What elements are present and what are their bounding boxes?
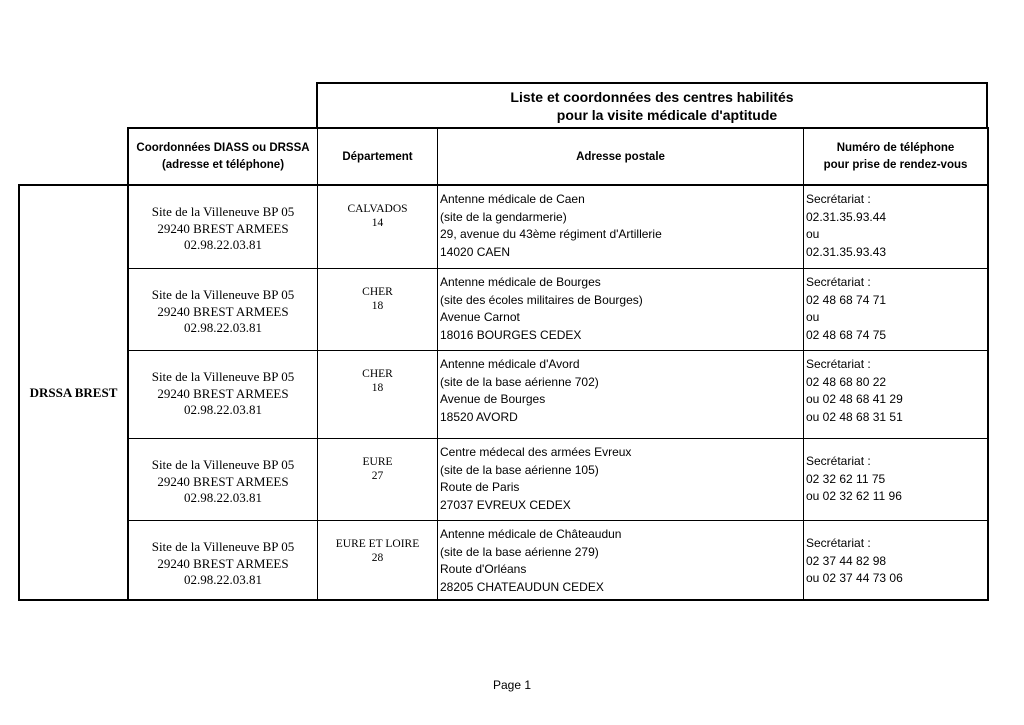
phone-cell: Secrétariat : 02 32 62 11 75 ou 02 32 62 11 96 bbox=[806, 454, 902, 503]
table-header bbox=[127, 127, 989, 185]
table-row bbox=[129, 521, 987, 599]
department-cell: CHER 18 bbox=[318, 351, 438, 438]
department-cell: EURE ET LOIRE 28 bbox=[318, 521, 438, 599]
title-line-1: Liste et coordonnées des centres habilités bbox=[510, 89, 794, 105]
address-cell: Antenne médicale d'Avord (site de la base aérienne 702) Avenue de Bourges 18520 AVORD bbox=[438, 351, 804, 438]
address-cell: Centre médecal des armées Evreux (site de la base aérienne 105) Route de Paris 27037 EVREUX CEDEX bbox=[438, 439, 804, 520]
department-cell: CHER 18 bbox=[318, 269, 438, 350]
phone-cell: Secrétariat : 02 48 68 74 71 ou 02 48 68 74 75 bbox=[806, 275, 887, 342]
coordinates-cell: Site de la Villeneuve BP 05 29240 BREST ARMEES 02.98.22.03.81 bbox=[129, 521, 318, 599]
phone-cell: Secrétariat : 02 48 68 80 22 ou 02 48 68 41 29 ou 02 48 68 31 51 bbox=[806, 357, 903, 424]
header-coordinates-line-1: Coordonnées DIASS ou DRSSA bbox=[136, 142, 310, 154]
header-department: Département bbox=[318, 129, 438, 185]
header-phone bbox=[804, 129, 987, 185]
header-address: Adresse postale bbox=[438, 129, 804, 185]
region-label: DRSSA BREST bbox=[18, 184, 129, 601]
department-cell: CALVADOS 14 bbox=[318, 186, 438, 268]
header-phone-line-2: pour prise de rendez-vous bbox=[823, 159, 968, 171]
header-coordinates bbox=[129, 129, 318, 185]
title-line-2: pour la visite médicale d'aptitude bbox=[556, 107, 778, 123]
table-row bbox=[129, 269, 987, 351]
table-row bbox=[129, 186, 987, 269]
table-row bbox=[129, 439, 987, 521]
department-cell: EURE 27 bbox=[318, 439, 438, 520]
page-number: Page 1 bbox=[492, 678, 532, 692]
header-phone-line-1: Numéro de téléphone bbox=[836, 142, 955, 154]
header-coordinates-line-2: (adresse et téléphone) bbox=[161, 159, 285, 171]
coordinates-cell: Site de la Villeneuve BP 05 29240 BREST ARMEES 02.98.22.03.81 bbox=[129, 186, 318, 268]
table-title bbox=[316, 82, 988, 128]
centers-table bbox=[127, 184, 989, 601]
phone-cell: Secrétariat : 02.31.35.93.44 ou 02.31.35.93.43 bbox=[806, 192, 887, 259]
address-cell: Antenne médicale de Caen (site de la gendarmerie) 29, avenue du 43ème régiment d'Artillerie 14020 CAEN bbox=[438, 186, 804, 268]
coordinates-cell: Site de la Villeneuve BP 05 29240 BREST ARMEES 02.98.22.03.81 bbox=[129, 439, 318, 520]
address-cell: Antenne médicale de Bourges (site des écoles militaires de Bourges) Avenue Carnot 18016 BOURGES CEDEX bbox=[438, 269, 804, 350]
coordinates-cell: Site de la Villeneuve BP 05 29240 BREST ARMEES 02.98.22.03.81 bbox=[129, 269, 318, 350]
phone-cell: Secrétariat : 02 37 44 82 98 ou 02 37 44 73 06 bbox=[806, 536, 903, 585]
table-row bbox=[129, 351, 987, 439]
address-cell: Antenne médicale de Châteaudun (site de la base aérienne 279) Route d'Orléans 28205 CHATEAUDUN CEDEX bbox=[438, 521, 804, 599]
coordinates-cell: Site de la Villeneuve BP 05 29240 BREST ARMEES 02.98.22.03.81 bbox=[129, 351, 318, 438]
